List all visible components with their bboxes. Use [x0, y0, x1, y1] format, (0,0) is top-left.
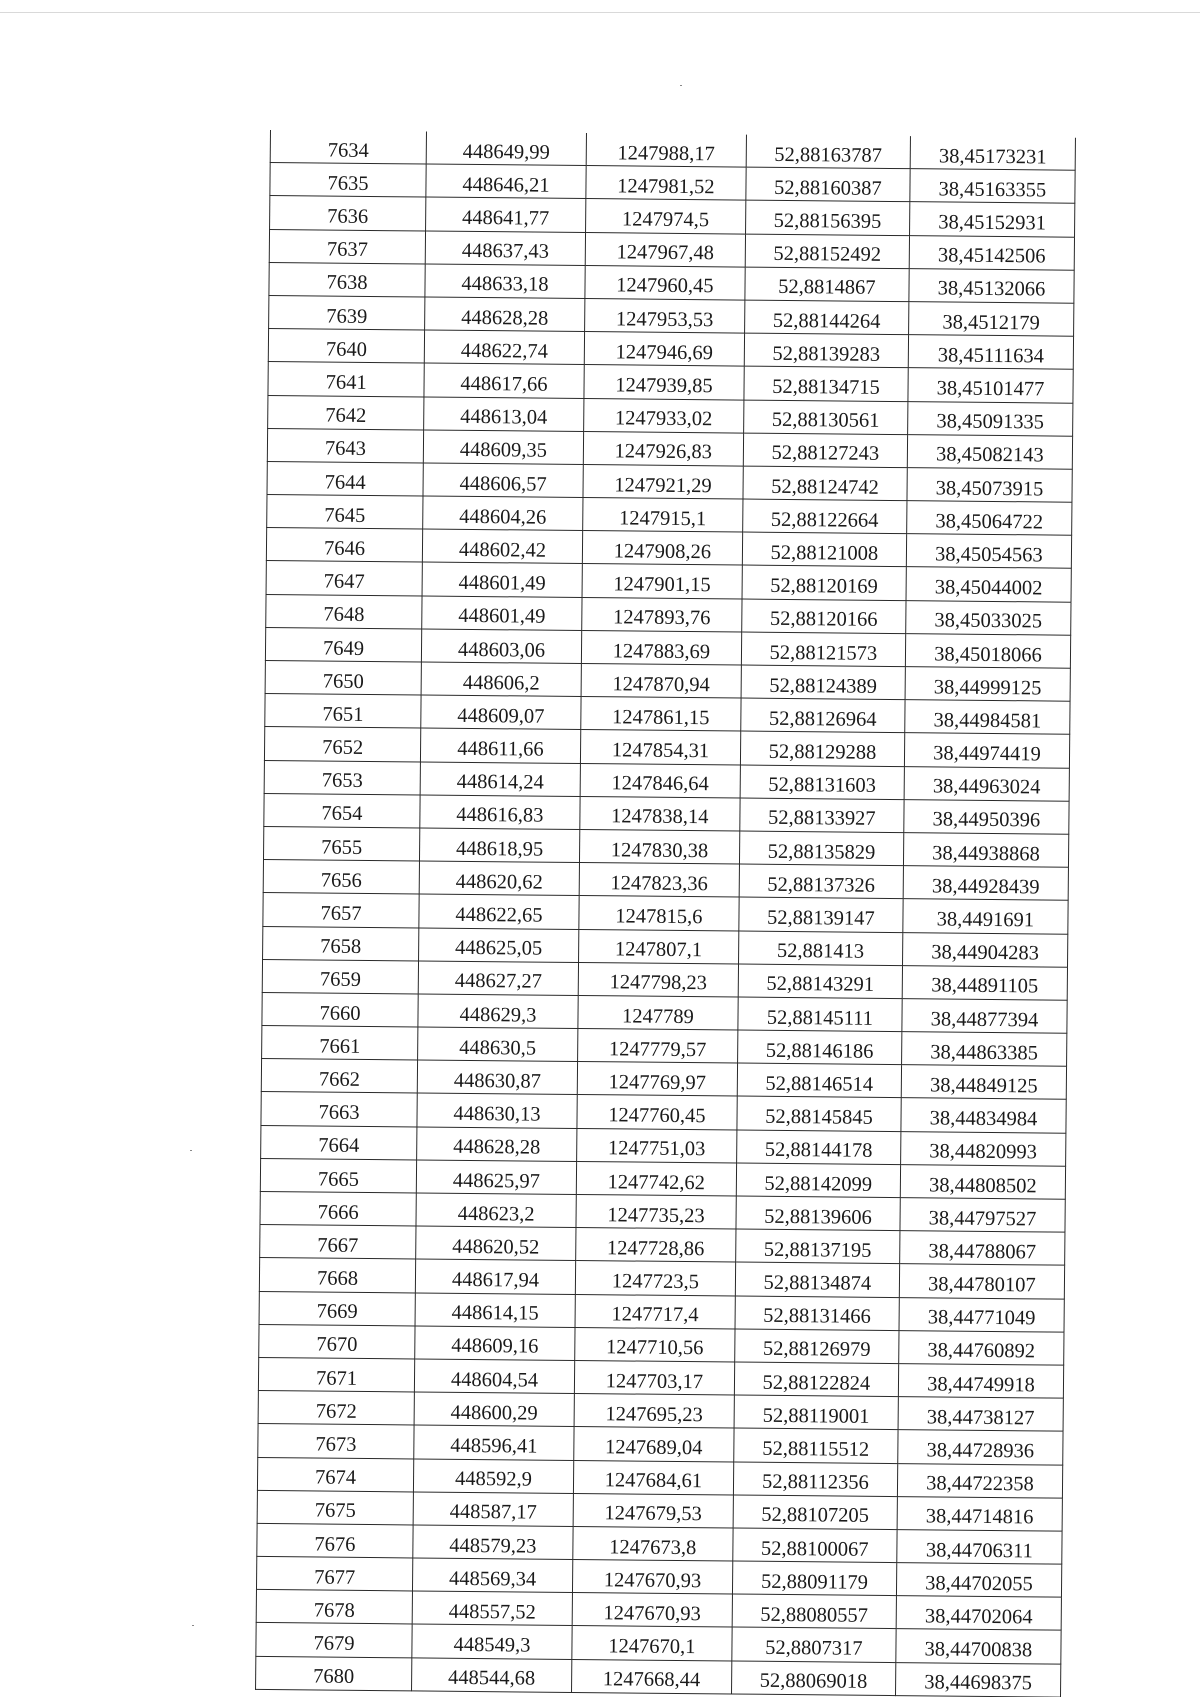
x-coordinate-cell: 448622,65 [419, 894, 579, 929]
x-coordinate-cell: 448544,68 [412, 1658, 572, 1693]
x-coordinate-cell: 448614,24 [420, 762, 580, 797]
longitude-cell: 38,4491691 [903, 899, 1068, 934]
point-number-cell: 7649 [265, 627, 421, 662]
y-coordinate-cell: 1247908,26 [582, 531, 742, 566]
x-coordinate-cell: 448630,87 [417, 1060, 577, 1095]
longitude-cell: 38,44780107 [899, 1264, 1064, 1299]
longitude-cell: 38,45082143 [907, 434, 1072, 469]
y-coordinate-cell: 1247921,29 [583, 464, 743, 499]
x-coordinate-cell: 448628,28 [425, 297, 585, 332]
point-number-cell: 7648 [266, 594, 422, 629]
point-number-cell: 7651 [265, 694, 421, 729]
latitude-cell: 52,88121573 [741, 632, 905, 667]
point-number-cell: 7650 [265, 660, 421, 695]
point-number-cell: 7654 [264, 793, 420, 828]
point-number-cell: 7635 [270, 163, 426, 198]
y-coordinate-cell: 1247988,17 [586, 133, 746, 167]
point-number-cell: 7645 [267, 495, 423, 530]
y-coordinate-cell: 1247735,23 [576, 1194, 736, 1229]
x-coordinate-cell: 448611,66 [421, 728, 581, 763]
y-coordinate-cell: 1247670,1 [572, 1626, 732, 1661]
y-coordinate-cell: 1247728,86 [576, 1228, 736, 1263]
latitude-cell: 52,88126979 [735, 1329, 899, 1364]
x-coordinate-cell: 448613,04 [424, 396, 584, 431]
longitude-cell: 38,44974419 [904, 733, 1069, 768]
latitude-cell: 52,88145845 [737, 1096, 901, 1131]
x-coordinate-cell: 448602,42 [422, 529, 582, 564]
longitude-cell: 38,44999125 [905, 667, 1070, 702]
latitude-cell: 52,88139147 [739, 897, 903, 932]
longitude-cell: 38,44788067 [900, 1231, 1065, 1266]
latitude-cell: 52,88146514 [737, 1063, 901, 1098]
scan-speck [190, 1150, 192, 1151]
latitude-cell: 52,88120169 [742, 565, 906, 600]
point-number-cell: 7647 [266, 561, 422, 596]
latitude-cell: 52,88122664 [743, 499, 907, 534]
x-coordinate-cell: 448549,3 [412, 1624, 572, 1659]
y-coordinate-cell: 1247815,6 [579, 896, 739, 931]
longitude-cell: 38,45091335 [908, 401, 1073, 436]
point-number-cell: 7670 [259, 1324, 415, 1359]
longitude-cell: 38,44728936 [898, 1430, 1063, 1465]
longitude-cell: 38,45073915 [907, 468, 1072, 503]
longitude-cell: 38,44950396 [904, 799, 1069, 834]
y-coordinate-cell: 1247670,93 [572, 1560, 732, 1595]
point-number-cell: 7641 [268, 362, 424, 397]
point-number-cell: 7679 [256, 1623, 412, 1658]
x-coordinate-cell: 448633,18 [425, 264, 585, 299]
longitude-cell: 38,45018066 [905, 633, 1070, 668]
latitude-cell: 52,88144264 [744, 300, 908, 335]
scan-speck [680, 85, 682, 86]
y-coordinate-cell: 1247893,76 [582, 597, 742, 632]
latitude-cell: 52,88152492 [745, 234, 909, 269]
longitude-cell: 38,44891105 [902, 965, 1067, 1000]
x-coordinate-cell: 448609,16 [415, 1326, 575, 1361]
x-coordinate-cell: 448649,99 [426, 132, 586, 166]
longitude-cell: 38,45064722 [907, 501, 1072, 536]
point-number-cell: 7640 [268, 329, 424, 364]
point-number-cell: 7659 [262, 959, 418, 994]
point-number-cell: 7653 [264, 760, 420, 795]
y-coordinate-cell: 1247838,14 [580, 796, 740, 831]
coordinates-table-body [256, 130, 1076, 1697]
x-coordinate-cell: 448625,05 [419, 927, 579, 962]
longitude-cell: 38,44877394 [902, 998, 1067, 1033]
y-coordinate-cell: 1247723,5 [575, 1261, 735, 1296]
y-coordinate-cell: 1247915,1 [583, 498, 743, 533]
latitude-cell: 52,88143291 [738, 964, 902, 999]
y-coordinate-cell: 1247695,23 [574, 1394, 734, 1429]
x-coordinate-cell: 448622,74 [424, 330, 584, 365]
longitude-cell: 38,44849125 [901, 1065, 1066, 1100]
point-number-cell: 7660 [262, 992, 418, 1027]
latitude-cell: 52,88119001 [734, 1395, 898, 1430]
longitude-cell: 38,45152931 [909, 202, 1074, 237]
longitude-cell: 38,44863385 [901, 1032, 1066, 1067]
longitude-cell: 38,44963024 [904, 766, 1069, 801]
x-coordinate-cell: 448609,07 [421, 695, 581, 730]
y-coordinate-cell: 1247981,52 [586, 166, 746, 201]
x-coordinate-cell: 448569,34 [413, 1558, 573, 1593]
point-number-cell: 7678 [256, 1590, 412, 1625]
x-coordinate-cell: 448609,35 [423, 430, 583, 465]
latitude-cell: 52,88100067 [733, 1528, 897, 1563]
latitude-cell: 52,88131603 [740, 765, 904, 800]
longitude-cell: 38,44808502 [900, 1164, 1065, 1199]
latitude-cell: 52,88126964 [741, 698, 905, 733]
x-coordinate-cell: 448604,26 [423, 496, 583, 531]
x-coordinate-cell: 448617,94 [415, 1259, 575, 1294]
x-coordinate-cell: 448618,95 [420, 828, 580, 863]
longitude-cell: 38,44698375 [895, 1662, 1060, 1697]
point-number-cell: 7674 [257, 1457, 413, 1492]
x-coordinate-cell: 448628,28 [417, 1127, 577, 1162]
longitude-cell: 38,44738127 [898, 1397, 1063, 1432]
y-coordinate-cell: 1247751,03 [577, 1128, 737, 1163]
x-coordinate-cell: 448625,97 [416, 1160, 576, 1195]
y-coordinate-cell: 1247789 [578, 995, 738, 1030]
point-number-cell: 7666 [260, 1191, 416, 1226]
longitude-cell: 38,44984581 [905, 700, 1070, 735]
x-coordinate-cell: 448596,41 [414, 1425, 574, 1460]
x-coordinate-cell: 448629,3 [418, 994, 578, 1029]
longitude-cell: 38,44820993 [901, 1131, 1066, 1166]
y-coordinate-cell: 1247769,97 [577, 1062, 737, 1097]
y-coordinate-cell: 1247861,15 [581, 697, 741, 732]
x-coordinate-cell: 448606,57 [423, 463, 583, 498]
x-coordinate-cell: 448592,9 [414, 1458, 574, 1493]
x-coordinate-cell: 448617,66 [424, 363, 584, 398]
longitude-cell: 38,45142506 [909, 235, 1074, 270]
longitude-cell: 38,44702064 [896, 1596, 1061, 1631]
point-number-cell: 7671 [258, 1357, 414, 1392]
latitude-cell: 52,88142099 [736, 1163, 900, 1198]
y-coordinate-cell: 1247684,61 [573, 1460, 733, 1495]
longitude-cell: 38,45111634 [908, 335, 1073, 370]
y-coordinate-cell: 1247798,23 [578, 962, 738, 997]
y-coordinate-cell: 1247670,93 [572, 1593, 732, 1628]
latitude-cell: 52,88112356 [733, 1462, 897, 1497]
point-number-cell: 7638 [269, 262, 425, 297]
x-coordinate-cell: 448603,06 [421, 629, 581, 664]
latitude-cell: 52,88122824 [734, 1362, 898, 1397]
y-coordinate-cell: 1247901,15 [582, 564, 742, 599]
y-coordinate-cell: 1247854,31 [580, 730, 740, 765]
latitude-cell: 52,88134715 [744, 366, 908, 401]
point-number-cell: 7642 [268, 395, 424, 430]
longitude-cell: 38,44702055 [896, 1563, 1061, 1598]
latitude-cell: 52,88124389 [741, 665, 905, 700]
longitude-cell: 38,44700838 [896, 1629, 1061, 1664]
latitude-cell: 52,88080557 [732, 1594, 896, 1629]
longitude-cell: 38,45054563 [906, 534, 1071, 569]
x-coordinate-cell: 448620,52 [416, 1226, 576, 1261]
longitude-cell: 38,4512179 [908, 302, 1073, 337]
longitude-cell: 38,45173231 [910, 136, 1075, 170]
x-coordinate-cell: 448600,29 [414, 1392, 574, 1427]
point-number-cell: 7656 [263, 860, 419, 895]
point-number-cell: 7637 [269, 229, 425, 264]
latitude-cell: 52,88146186 [737, 1030, 901, 1065]
latitude-cell: 52,88130561 [743, 400, 907, 435]
point-number-cell: 7655 [263, 826, 419, 861]
x-coordinate-cell: 448587,17 [413, 1492, 573, 1527]
longitude-cell: 38,44834984 [901, 1098, 1066, 1133]
longitude-cell: 38,44760892 [899, 1330, 1064, 1365]
latitude-cell: 52,88124742 [743, 466, 907, 501]
point-number-cell: 7662 [261, 1059, 417, 1094]
longitude-cell: 38,44706311 [897, 1529, 1062, 1564]
y-coordinate-cell: 1247953,53 [584, 298, 744, 333]
y-coordinate-cell: 1247760,45 [577, 1095, 737, 1130]
y-coordinate-cell: 1247668,44 [571, 1659, 731, 1694]
table-row [256, 1656, 1061, 1697]
x-coordinate-cell: 448623,2 [416, 1193, 576, 1228]
point-number-cell: 7663 [261, 1092, 417, 1127]
y-coordinate-cell: 1247926,83 [583, 431, 743, 466]
latitude-cell: 52,88139606 [736, 1196, 900, 1231]
y-coordinate-cell: 1247946,69 [584, 332, 744, 367]
point-number-cell: 7669 [259, 1291, 415, 1326]
x-coordinate-cell: 448601,49 [422, 596, 582, 631]
y-coordinate-cell: 1247883,69 [581, 630, 741, 665]
longitude-cell: 38,44904283 [902, 932, 1067, 967]
latitude-cell: 52,88163787 [746, 135, 910, 169]
point-number-cell: 7672 [258, 1391, 414, 1426]
latitude-cell: 52,88145111 [738, 997, 902, 1032]
point-number-cell: 7676 [257, 1523, 413, 1558]
point-number-cell: 7639 [269, 295, 425, 330]
latitude-cell: 52,88160387 [746, 167, 910, 202]
y-coordinate-cell: 1247974,5 [585, 199, 745, 234]
point-number-cell: 7657 [263, 893, 419, 928]
point-number-cell: 7665 [260, 1158, 416, 1193]
latitude-cell: 52,88120166 [742, 599, 906, 634]
point-number-cell: 7680 [256, 1656, 412, 1691]
latitude-cell: 52,88115512 [734, 1428, 898, 1463]
longitude-cell: 38,45044002 [906, 567, 1071, 602]
x-coordinate-cell: 448641,77 [426, 197, 586, 232]
latitude-cell: 52,88107205 [733, 1495, 897, 1530]
longitude-cell: 38,45101477 [908, 368, 1073, 403]
y-coordinate-cell: 1247779,57 [577, 1029, 737, 1064]
x-coordinate-cell: 448606,2 [421, 662, 581, 697]
longitude-cell: 38,44938868 [903, 833, 1068, 868]
x-coordinate-cell: 448614,15 [415, 1293, 575, 1328]
longitude-cell: 38,44749918 [898, 1364, 1063, 1399]
latitude-cell: 52,8807317 [732, 1627, 896, 1662]
longitude-cell: 38,45163355 [910, 169, 1075, 204]
x-coordinate-cell: 448601,49 [422, 562, 582, 597]
point-number-cell: 7664 [261, 1125, 417, 1160]
point-number-cell: 7673 [258, 1424, 414, 1459]
point-number-cell: 7652 [264, 727, 420, 762]
point-number-cell: 7675 [257, 1490, 413, 1525]
latitude-cell: 52,88069018 [731, 1661, 895, 1696]
longitude-cell: 38,44722358 [897, 1463, 1062, 1498]
point-number-cell: 7643 [267, 428, 423, 463]
latitude-cell: 52,8814867 [745, 267, 909, 302]
point-number-cell: 7667 [260, 1225, 416, 1260]
x-coordinate-cell: 448557,52 [412, 1591, 572, 1626]
y-coordinate-cell: 1247673,8 [573, 1526, 733, 1561]
longitude-cell: 38,44928439 [903, 866, 1068, 901]
point-number-cell: 7646 [266, 528, 422, 563]
y-coordinate-cell: 1247830,38 [579, 829, 739, 864]
point-number-cell: 7661 [262, 1026, 418, 1061]
latitude-cell: 52,881413 [738, 931, 902, 966]
y-coordinate-cell: 1247967,48 [585, 232, 745, 267]
scan-speck [192, 1625, 194, 1626]
y-coordinate-cell: 1247933,02 [584, 398, 744, 433]
point-number-cell: 7644 [267, 461, 423, 496]
y-coordinate-cell: 1247939,85 [584, 365, 744, 400]
point-number-cell: 7658 [263, 926, 419, 961]
longitude-cell: 38,45132066 [909, 268, 1074, 303]
y-coordinate-cell: 1247807,1 [578, 929, 738, 964]
x-coordinate-cell: 448620,62 [419, 861, 579, 896]
x-coordinate-cell: 448604,54 [414, 1359, 574, 1394]
point-number-cell: 7668 [259, 1258, 415, 1293]
x-coordinate-cell: 448646,21 [426, 164, 586, 199]
point-number-cell: 7636 [270, 196, 426, 231]
x-coordinate-cell: 448630,5 [418, 1027, 578, 1062]
latitude-cell: 52,88121008 [742, 532, 906, 567]
latitude-cell: 52,88144178 [736, 1130, 900, 1165]
y-coordinate-cell: 1247689,04 [574, 1427, 734, 1462]
latitude-cell: 52,88135829 [739, 831, 903, 866]
x-coordinate-cell: 448627,27 [418, 961, 578, 996]
latitude-cell: 52,88133927 [740, 798, 904, 833]
latitude-cell: 52,88137326 [739, 864, 903, 899]
latitude-cell: 52,88134874 [735, 1262, 899, 1297]
longitude-cell: 38,44797527 [900, 1198, 1065, 1233]
y-coordinate-cell: 1247679,53 [573, 1493, 733, 1528]
latitude-cell: 52,88129288 [740, 731, 904, 766]
latitude-cell: 52,88091179 [732, 1561, 896, 1596]
y-coordinate-cell: 1247703,17 [574, 1360, 734, 1395]
x-coordinate-cell: 448630,13 [417, 1093, 577, 1128]
y-coordinate-cell: 1247870,94 [581, 664, 741, 699]
point-number-cell: 7677 [256, 1557, 412, 1592]
latitude-cell: 52,88127243 [743, 433, 907, 468]
scan-edge-line [0, 12, 1200, 13]
latitude-cell: 52,88139283 [744, 333, 908, 368]
latitude-cell: 52,88156395 [745, 200, 909, 235]
y-coordinate-cell: 1247960,45 [585, 265, 745, 300]
y-coordinate-cell: 1247846,64 [580, 763, 740, 798]
latitude-cell: 52,88137195 [736, 1229, 900, 1264]
x-coordinate-cell: 448637,43 [425, 231, 585, 266]
longitude-cell: 38,44714816 [897, 1496, 1062, 1531]
longitude-cell: 38,44771049 [899, 1297, 1064, 1332]
point-number-cell: 7634 [270, 130, 426, 164]
y-coordinate-cell: 1247823,36 [579, 863, 739, 898]
longitude-cell: 38,45033025 [906, 600, 1071, 635]
x-coordinate-cell: 448616,83 [420, 795, 580, 830]
latitude-cell: 52,88131466 [735, 1296, 899, 1331]
y-coordinate-cell: 1247742,62 [576, 1161, 736, 1196]
y-coordinate-cell: 1247710,56 [575, 1327, 735, 1362]
x-coordinate-cell: 448579,23 [413, 1525, 573, 1560]
y-coordinate-cell: 1247717,4 [575, 1294, 735, 1329]
coordinates-table [255, 130, 1076, 1697]
